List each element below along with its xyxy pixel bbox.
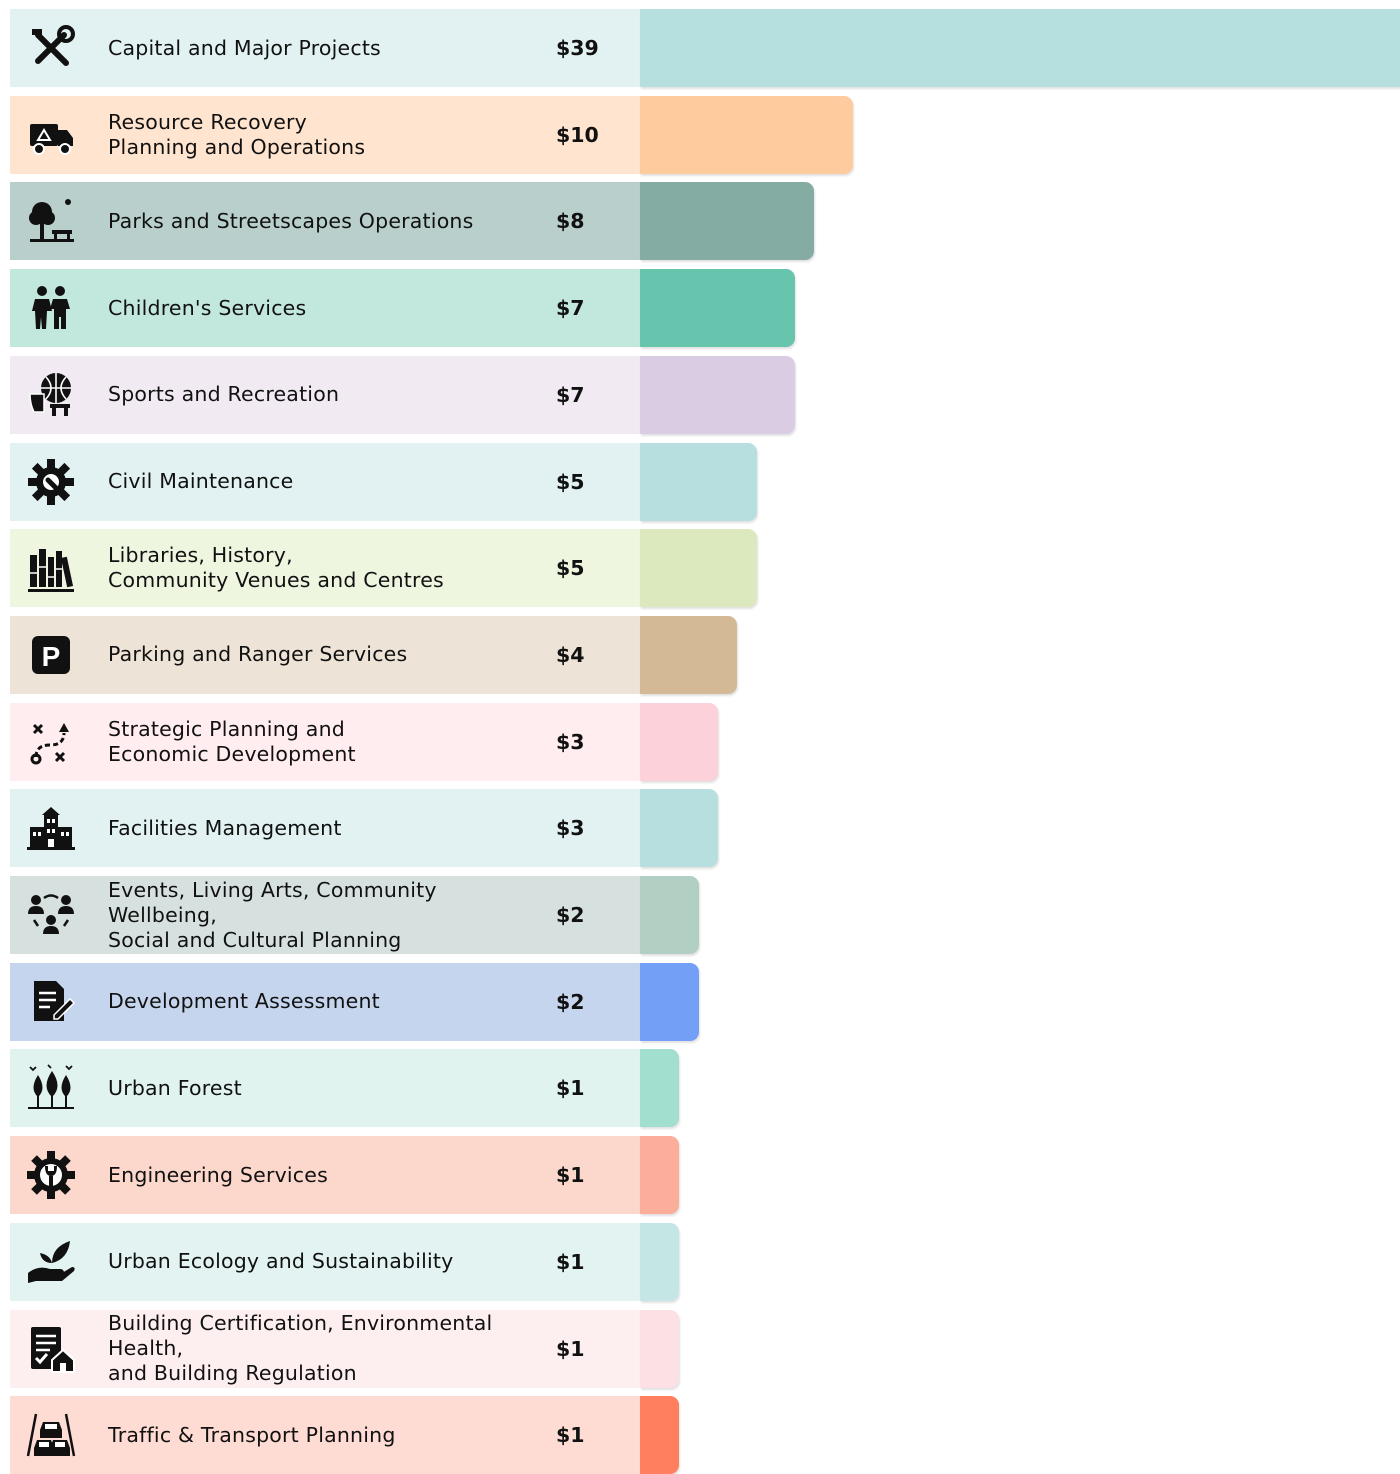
value-label: $39 bbox=[556, 36, 599, 60]
category-label: Urban Ecology and Sustainability bbox=[108, 1249, 454, 1274]
bar bbox=[640, 443, 757, 521]
children-icon bbox=[24, 281, 78, 335]
bar bbox=[640, 1396, 679, 1474]
park-tree-bench-icon bbox=[24, 194, 78, 248]
books-icon bbox=[24, 541, 78, 595]
category-label: Engineering Services bbox=[108, 1162, 328, 1187]
bar bbox=[640, 963, 699, 1041]
bar bbox=[640, 876, 699, 954]
bar bbox=[640, 789, 718, 867]
category-label: Children's Services bbox=[108, 295, 307, 320]
svg-text:P: P bbox=[41, 640, 61, 672]
value-label: $1 bbox=[556, 1336, 585, 1361]
bar bbox=[640, 1136, 679, 1214]
value-label: $7 bbox=[556, 382, 585, 407]
category-label: Sports and Recreation bbox=[108, 382, 340, 407]
bar bbox=[640, 529, 757, 607]
value-label: $7 bbox=[556, 296, 585, 321]
value-label: $5 bbox=[556, 469, 585, 494]
bar bbox=[640, 182, 814, 260]
value-label: $2 bbox=[556, 989, 585, 1014]
category-label: Libraries, History, Community Venues and Centres bbox=[108, 543, 444, 593]
community-people-icon bbox=[24, 888, 78, 942]
value-label: $2 bbox=[556, 903, 585, 927]
category-label: Events, Living Arts, Community Wellbeing, Social and Cultural Planning bbox=[108, 877, 437, 952]
engineering-gear-icon bbox=[24, 1148, 78, 1202]
value-label: $4 bbox=[556, 642, 585, 667]
bar bbox=[640, 269, 795, 347]
value-label: $1 bbox=[556, 1163, 585, 1188]
bar bbox=[640, 1310, 679, 1388]
building-certificate-icon bbox=[24, 1322, 78, 1376]
recycling-truck-icon bbox=[24, 108, 78, 162]
category-label: Civil Maintenance bbox=[108, 469, 294, 493]
strategy-path-icon bbox=[24, 715, 78, 769]
value-label: $1 bbox=[556, 1249, 585, 1274]
category-label: Facilities Management bbox=[108, 815, 342, 840]
category-label: Strategic Planning and Economic Development bbox=[108, 716, 356, 766]
bar bbox=[640, 616, 737, 694]
bar bbox=[640, 1223, 679, 1301]
hand-plant-icon bbox=[24, 1235, 78, 1289]
value-label: $5 bbox=[556, 556, 585, 581]
value-label: $8 bbox=[556, 209, 585, 234]
value-label: $10 bbox=[556, 122, 599, 147]
maintenance-gear-icon bbox=[24, 455, 78, 509]
document-edit-icon bbox=[24, 975, 78, 1029]
category-label: Resource Recovery Planning and Operations bbox=[108, 109, 366, 159]
traffic-cars-icon bbox=[24, 1408, 78, 1462]
value-label: $1 bbox=[556, 1076, 585, 1101]
forest-trees-icon bbox=[24, 1061, 78, 1115]
bar bbox=[640, 96, 853, 174]
tools-icon bbox=[24, 21, 78, 75]
buildings-icon bbox=[24, 801, 78, 855]
value-label: $3 bbox=[556, 729, 585, 754]
category-label: Parking and Ranger Services bbox=[108, 642, 408, 667]
category-label: Development Assessment bbox=[108, 989, 380, 1014]
bar bbox=[640, 1049, 679, 1127]
category-label: Parks and Streetscapes Operations bbox=[108, 208, 474, 233]
value-label: $3 bbox=[556, 816, 585, 841]
bar bbox=[640, 9, 1400, 87]
category-label: Building Certification, Environmental Health, and Building Regulation bbox=[108, 1311, 493, 1385]
bar bbox=[640, 356, 795, 434]
bar bbox=[640, 703, 718, 781]
parking-icon bbox=[24, 628, 78, 682]
category-label: Capital and Major Projects bbox=[108, 35, 381, 60]
category-label: Urban Forest bbox=[108, 1075, 242, 1100]
value-label: $1 bbox=[556, 1423, 585, 1448]
category-label: Traffic & Transport Planning bbox=[108, 1422, 396, 1447]
sports-balls-icon bbox=[24, 368, 78, 422]
